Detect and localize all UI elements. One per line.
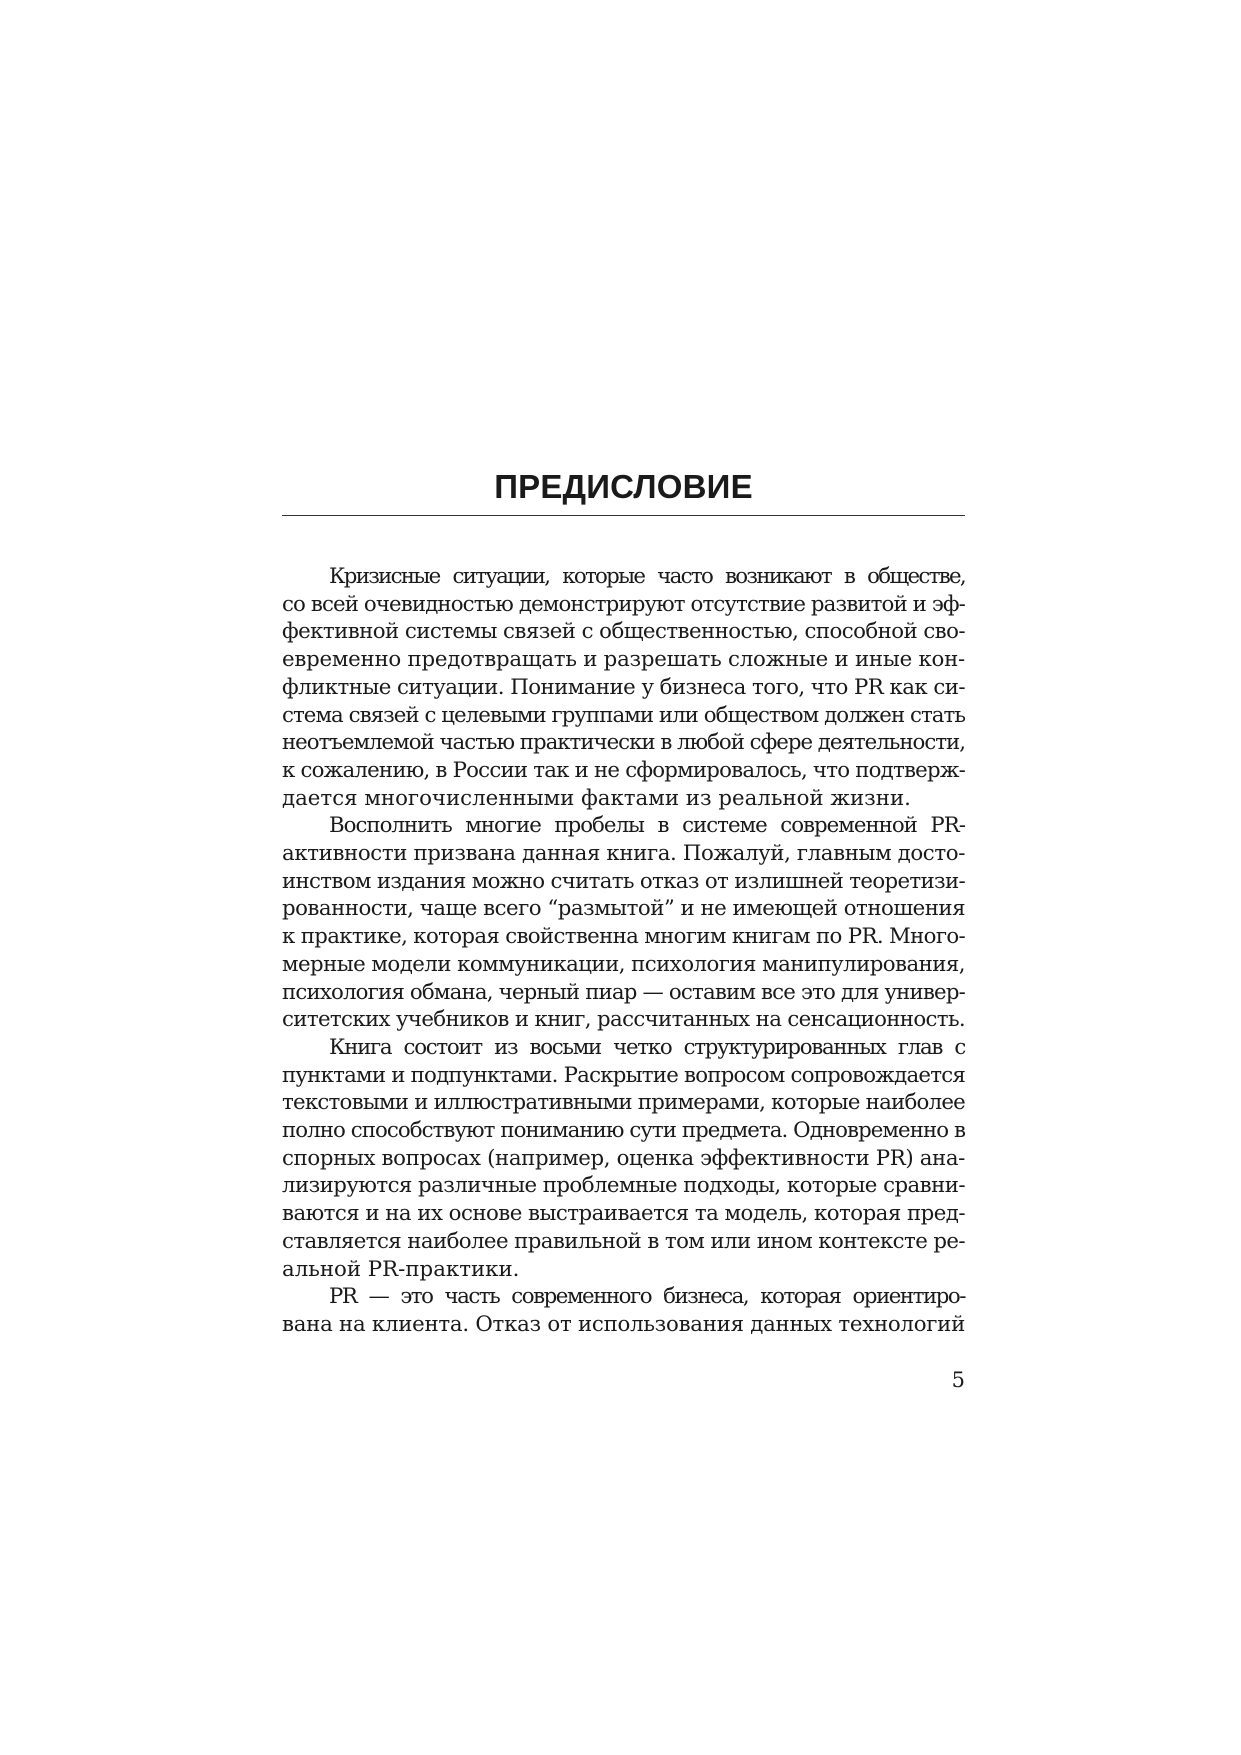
heading-rule: [282, 515, 965, 516]
text-line: Кризисные ситуации, которые часто возникают в обществе,: [329, 564, 965, 589]
text-line: дается многочисленными фактами из реальной жизни.: [282, 785, 911, 811]
text-line: альной PR-практики.: [282, 1256, 520, 1282]
text-line: Восполнить многие пробелы в системе современной PR-: [329, 813, 965, 839]
text-line: полно способствуют пониманию сути предмета. Одновременно в: [282, 1118, 965, 1144]
text-line: евременно предотвращать и разрешать сложные и иные кон-: [282, 647, 965, 673]
text-line: мерные модели коммуникации, психология манипулирования,: [282, 951, 965, 977]
paragraph: [282, 1034, 965, 1283]
text-line: неотъемлемой частью практически в любой сфере деятельности,: [282, 730, 965, 756]
paragraph: [282, 563, 965, 812]
paragraph: [282, 1283, 965, 1338]
text-line: текстовыми и иллюстративными примерами, которые наиболее: [282, 1090, 965, 1116]
text-line: со всей очевидностью демонстрируют отсутствие развитой и эф-: [282, 591, 965, 617]
chapter-heading: ПРЕДИСЛОВИЕ: [494, 468, 753, 505]
text-line: инством издания можно считать отказ от излишней теоретизи-: [282, 868, 965, 894]
text-line: фликтные ситуации. Понимание у бизнеса того, что PR как си-: [282, 674, 966, 700]
text-line: к практике, которая свойственна многим книгам по PR. Много-: [282, 924, 965, 950]
text-line: рованности, чаще всего “размытой” и не имеющей отношения: [282, 896, 965, 922]
text-line: психология обмана, черный пиар — оставим все это для универ-: [282, 979, 965, 1005]
text-line: стема связей с целевыми группами или обществом должен стать: [282, 702, 966, 728]
text-line: вана на клиента. Отказ от использования данных технологий: [282, 1311, 965, 1337]
text-line: ставляется наиболее правильной в том или ином контексте ре-: [282, 1228, 965, 1254]
text-line: пунктами и подпунктами. Раскрытие вопросом сопровождается: [282, 1062, 965, 1088]
text-line: ситетских учебников и книг, рассчитанных на сенсационность.: [282, 1007, 966, 1033]
text-line: активности призвана данная книга. Пожалуй, главным досто-: [282, 841, 966, 867]
page-number: 5: [951, 1368, 965, 1392]
text-line: PR — это часть современного бизнеса, которая ориентиро-: [329, 1284, 965, 1310]
text-line: к сожалению, в России так и не сформировалось, что подтверж-: [282, 757, 966, 783]
text-line: спорных вопросах (например, оценка эффективности PR) ана-: [282, 1145, 965, 1171]
text-line: ваются и на их основе выстраивается та модель, которая пред-: [282, 1201, 965, 1227]
body-text: [282, 563, 965, 1339]
paragraph: [282, 812, 965, 1034]
text-line: Книга состоит из восьми четко структурированных глав с: [329, 1034, 965, 1060]
text-line: фективной системы связей с общественностью, способной сво-: [282, 619, 965, 645]
text-line: лизируются различные проблемные подходы, которые сравни-: [282, 1173, 966, 1199]
